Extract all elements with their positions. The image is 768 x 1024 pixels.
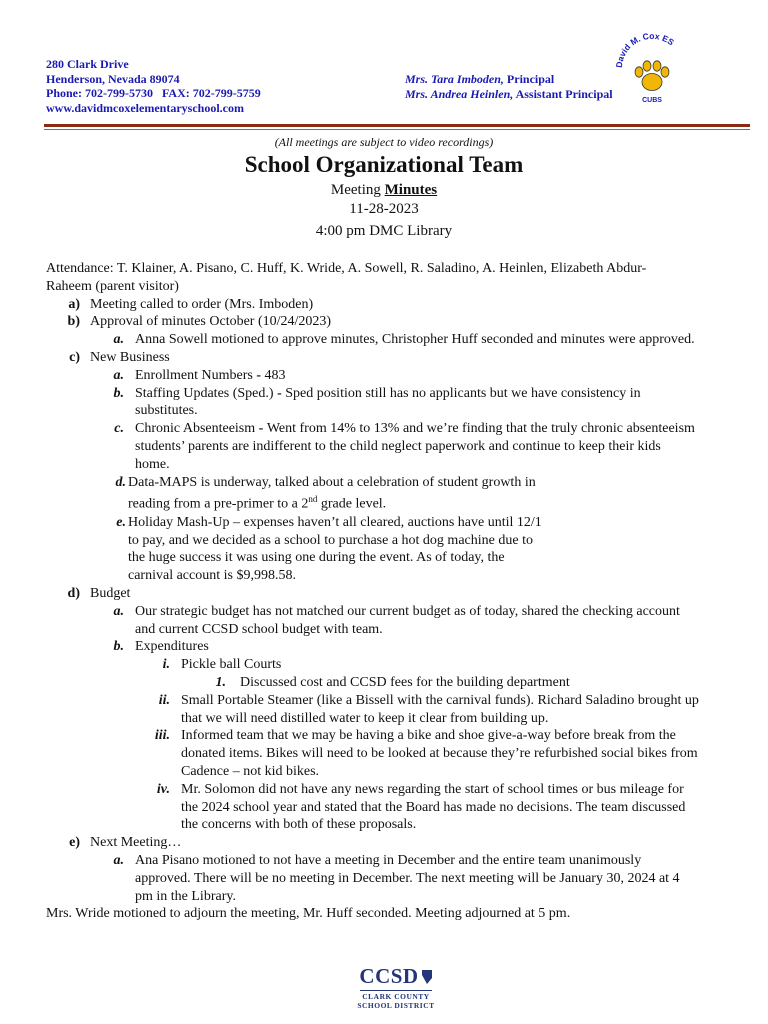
website-link[interactable]: www.davidmcoxelementaryschool.com bbox=[46, 100, 244, 115]
school-logo bbox=[610, 26, 692, 108]
item-c-b: b. Staffing Updates (Sped.) - Sped position still has no applicants but we have consistency in substitutes. bbox=[113, 385, 641, 419]
item-d-b-i: i. Pickle ball Courts bbox=[162, 657, 282, 673]
ccsd-school-district: SCHOOL DISTRICT bbox=[357, 1001, 435, 1010]
assistant-principal-name: Mrs. Andrea Heinlen, bbox=[405, 86, 514, 101]
logo-arc-text: David M. Cox ES bbox=[613, 30, 676, 69]
meeting-minutes-heading bbox=[0, 181, 768, 200]
minutes-label: Minutes bbox=[384, 182, 438, 198]
item-b: b) Approval of minutes October (10/24/2023) bbox=[67, 314, 332, 330]
item-c-e: e. Holiday Mash-Up – expenses haven’t all cleared, auctions have until 12/1 to pay, and we decided as a school to purchase a hot dog machine due to the huge success it was using one during the event. As of today, the carnival account is $9,998.58. bbox=[116, 514, 542, 584]
item-c: c) New Business bbox=[69, 349, 170, 365]
assistant-principal-title: Assistant Principal bbox=[515, 86, 613, 101]
address-line-1: 280 Clark Drive bbox=[46, 57, 129, 71]
item-d-b-ii: ii. Small Portable Steamer (like a Bissell with the carnival funds). Richard Saladino brought up that we will need distilled water to keep it clear from building up. bbox=[158, 692, 699, 726]
phone-fax: Phone: 702-799-5730 FAX: 702-799-5759 bbox=[46, 86, 261, 101]
item-d-b-i-1: 1. Discussed cost and CCSD fees for the building department bbox=[215, 674, 570, 690]
item-a: a) Meeting called to order (Mrs. Imboden) bbox=[68, 296, 314, 312]
nevada-shape-icon bbox=[421, 969, 433, 985]
attendance: Attendance: T. Klainer, A. Pisano, C. Huff, K. Wride, A. Sowell, R. Saladino, A. Heinlen, Elizabeth Abdur- Raheem (parent visitor) bbox=[46, 261, 647, 294]
item-e: e) Next Meeting… bbox=[69, 835, 182, 851]
item-c-a: a. Enrollment Numbers - 483 bbox=[113, 367, 286, 383]
closing-statement: Mrs. Wride motioned to adjourn the meeting, Mr. Huff seconded. Meeting adjourned at 5 pm. bbox=[46, 906, 571, 922]
school-address-block bbox=[46, 57, 261, 115]
header-rule-thin bbox=[44, 129, 750, 130]
meeting-label: Meeting bbox=[330, 182, 381, 198]
item-c-d: d. Data-MAPS is underway, talked about a celebration of student growth in reading from a pre-primer to a 2nd grade level. bbox=[115, 474, 536, 513]
item-d-b: b. Expenditures bbox=[113, 639, 209, 655]
meeting-time-place: 4:00 pm DMC Library bbox=[315, 223, 453, 239]
recording-note: (All meetings are subject to video recordings) bbox=[274, 135, 494, 149]
ccsd-wordmark: CCSD bbox=[359, 964, 419, 988]
item-e-a: a. Ana Pisano motioned to not have a meeting in December and the entire team unanimously approved. There will be no meeting in December. The next meeting will be January 30, 2024 at 4 pm in the Library. bbox=[113, 852, 680, 904]
item-c-c: c. Chronic Absenteeism - Went from 14% to 13% and we’re finding that the truly chronic absenteeism students’ parents are indifferent to the child neglect paperwork and continue to keep their kids home. bbox=[114, 421, 695, 472]
principal-name: Mrs. Tara Imboden, bbox=[405, 72, 504, 86]
item-d-b-iii: iii. Informed team that we may be having a bike and shoe give-a-way before break from the donated items. Bikes will need to be looked at because they’re refurbished social bikes from Cadence – not kid bikes. bbox=[154, 728, 698, 779]
ccsd-clark-county: CLARK COUNTY bbox=[362, 992, 430, 1001]
item-b-a: a. Anna Sowell motioned to approve minutes, Christopher Huff seconded and minutes were approved. bbox=[113, 332, 695, 348]
paw-print-icon bbox=[635, 61, 669, 91]
document-title: School Organizational Team bbox=[244, 152, 524, 177]
meeting-date: 11-28-2023 bbox=[349, 201, 419, 217]
principal-title: Principal bbox=[506, 72, 555, 86]
administration-block bbox=[405, 72, 613, 101]
address-line-2: Henderson, Nevada 89074 bbox=[46, 71, 180, 86]
minutes-body bbox=[46, 260, 746, 923]
header-rule-thick bbox=[44, 124, 750, 127]
item-d: d) Budget bbox=[67, 586, 131, 601]
ccsd-logo bbox=[356, 964, 436, 1012]
item-d-b-iv: iv. Mr. Solomon did not have any news regarding the start of school times or bus mileage for the 2024 school year and stated that the Board has made no decisions. The team discussed the concerns with both of these proposals. bbox=[156, 781, 686, 833]
item-d-a: a. Our strategic budget has not matched our current budget as of today, shared the checking account and current CCSD school budget with team. bbox=[113, 603, 680, 637]
logo-cubs-text: CUBS bbox=[642, 97, 662, 104]
